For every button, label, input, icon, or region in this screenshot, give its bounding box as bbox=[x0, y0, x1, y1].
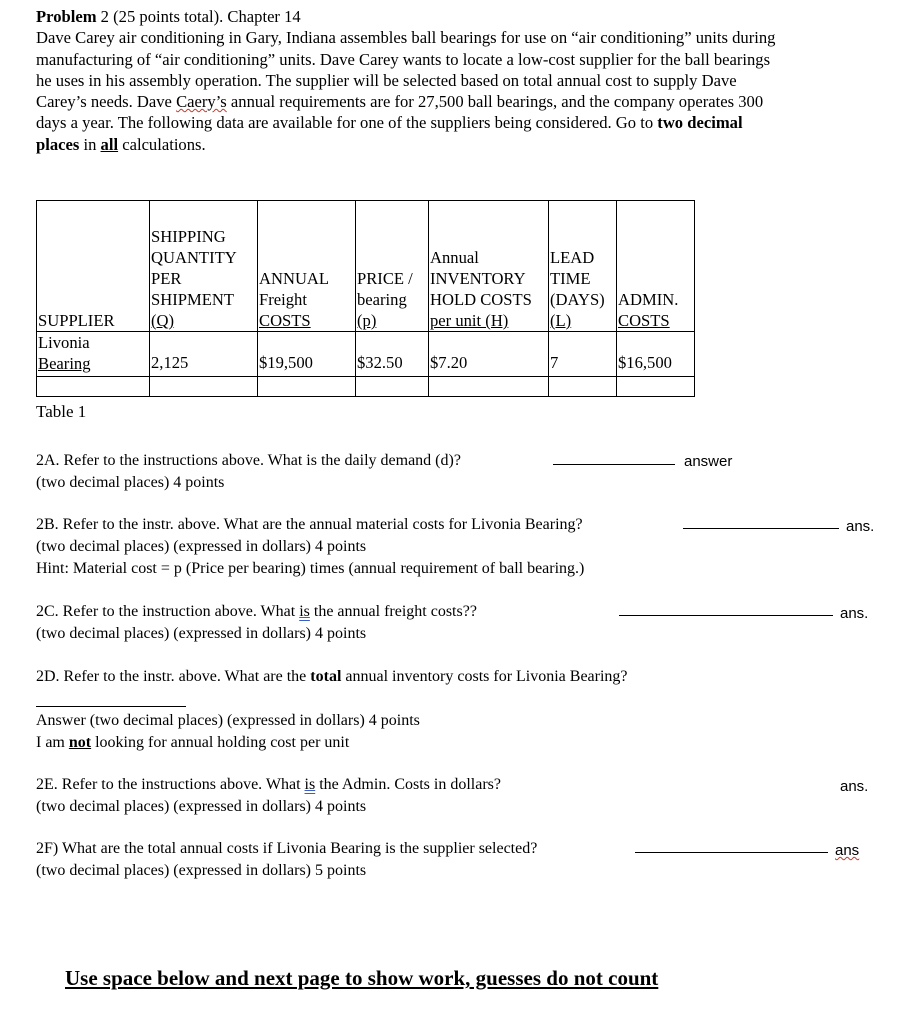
intro-line-4: Carey’s needs. Dave Caery’s annual requirements are for 27,500 ball bearings, and the company operates 300 bbox=[36, 92, 764, 112]
intro-line-6: places in all calculations. bbox=[36, 134, 206, 154]
q2d-line2: Answer (two decimal places) (expressed in dollars) 4 points bbox=[36, 712, 420, 729]
cell-price: $32.50 bbox=[356, 332, 429, 377]
q2a-answer-label: answer bbox=[684, 453, 733, 470]
q2e-line1: 2E. Refer to the instructions above. What is the Admin. Costs in dollars? bbox=[36, 776, 501, 793]
misspelled-word: Caery’s bbox=[176, 92, 227, 112]
q2a-answer-blank[interactable] bbox=[553, 450, 675, 472]
q2c-answer-label: ans. bbox=[840, 605, 869, 622]
problem-intro bbox=[36, 6, 886, 155]
cell-supplier: Livonia Bearing bbox=[37, 332, 150, 377]
q2f-line1: 2F) What are the total annual costs if Livonia Bearing is the supplier selected? bbox=[36, 840, 538, 857]
cell-shipping-quantity: 2,125 bbox=[150, 332, 258, 377]
q2b-hint: Hint: Material cost = p (Price per bearing) times (annual requirement of ball bearing.) bbox=[36, 560, 585, 577]
q2d-line1: 2D. Refer to the instr. above. What are the total annual inventory costs for Livonia Bearing? bbox=[36, 668, 628, 685]
header-annual-freight: ANNUAL Freight COSTS bbox=[258, 201, 356, 332]
header-price: PRICE / bearing (p) bbox=[356, 201, 429, 332]
supplier-table bbox=[36, 200, 695, 397]
header-inventory-hold: Annual INVENTORY HOLD COSTS per unit (H) bbox=[429, 201, 549, 332]
q2f-line2: (two decimal places) (expressed in dollars) 5 points bbox=[36, 862, 367, 879]
intro-line-3: he uses in his assembly operation. The supplier will be selected based on total annual cost to supply Dave bbox=[36, 70, 737, 90]
q2b-line2: (two decimal places) (expressed in dollars) 4 points bbox=[36, 538, 367, 555]
table-empty-row bbox=[37, 377, 695, 397]
q2b-answer-label: ans. bbox=[846, 518, 875, 535]
q2a-line2: (two decimal places) 4 points bbox=[36, 474, 225, 491]
q2d-line3: I am not looking for annual holding cost per unit bbox=[36, 734, 350, 751]
header-shipping-quantity: SHIPPING QUANTITY PER SHIPMENT (Q) bbox=[150, 201, 258, 332]
header-lead-time: LEAD TIME (DAYS) (L) bbox=[549, 201, 617, 332]
q2c-line2: (two decimal places) (expressed in dollars) 4 points bbox=[36, 625, 367, 642]
intro-line-2: manufacturing of “air conditioning” units. Dave Carey wants to locate a low-cost supplier for the ball bearings bbox=[36, 49, 771, 69]
intro-line-5: days a year. The following data are available for one of the suppliers being considered. Go to two decimal bbox=[36, 113, 743, 133]
q2a-line1: 2A. Refer to the instructions above. What is the daily demand (d)? bbox=[36, 452, 461, 469]
q2e-line2: (two decimal places) (expressed in dollars) 4 points bbox=[36, 798, 367, 815]
header-supplier: SUPPLIER bbox=[37, 201, 150, 332]
table-header-row bbox=[37, 201, 695, 332]
q2f-answer-label: ans bbox=[835, 842, 860, 859]
q2c-answer-blank[interactable] bbox=[619, 601, 833, 623]
q2c-line1: 2C. Refer to the instruction above. What is the annual freight costs?? bbox=[36, 603, 477, 620]
q2e-answer-label: ans. bbox=[840, 778, 869, 795]
table-caption: Table 1 bbox=[36, 402, 87, 421]
header-admin-costs: ADMIN. COSTS bbox=[617, 201, 695, 332]
table-row bbox=[37, 332, 695, 377]
intro-line-1: Dave Carey air conditioning in Gary, Indiana assembles ball bearings for use on “air conditioning” units during bbox=[36, 28, 776, 48]
cell-annual-freight: $19,500 bbox=[258, 332, 356, 377]
cell-admin-costs: $16,500 bbox=[617, 332, 695, 377]
problem-title: Problem 2 (25 points total). Chapter 14 bbox=[36, 7, 301, 26]
show-work-instruction: Use space below and next page to show work, guesses do not count bbox=[65, 966, 659, 990]
cell-inventory-hold: $7.20 bbox=[429, 332, 549, 377]
q2b-answer-blank[interactable] bbox=[683, 514, 839, 536]
cell-lead-time: 7 bbox=[549, 332, 617, 377]
q2f-answer-blank[interactable] bbox=[635, 838, 828, 860]
q2b-line1: 2B. Refer to the instr. above. What are the annual material costs for Livonia Bearing? bbox=[36, 516, 583, 533]
